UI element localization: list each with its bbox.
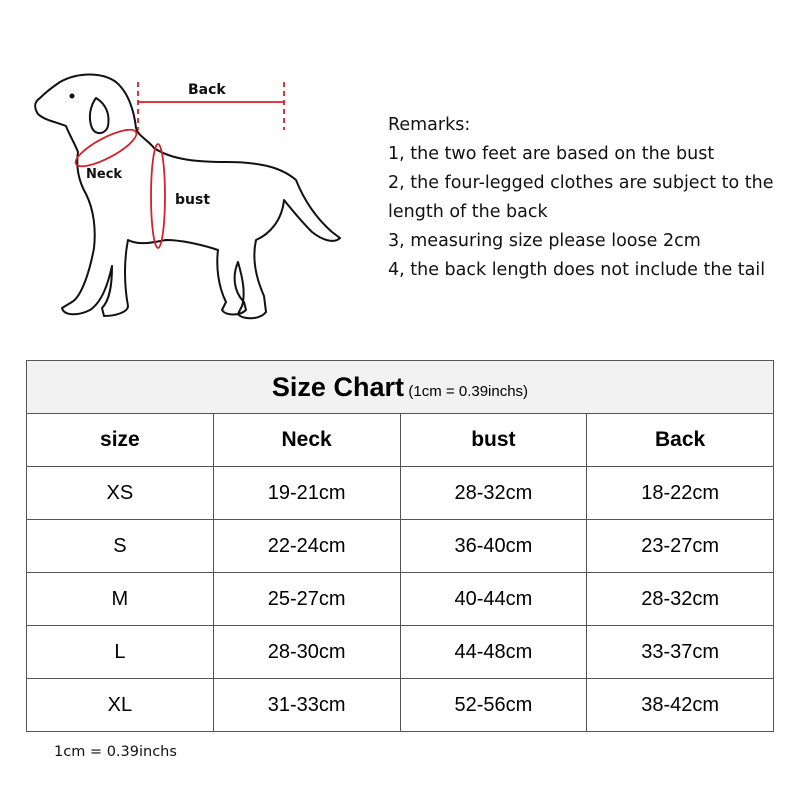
bust-cell: 28-32cm: [400, 467, 587, 520]
table-row: [27, 679, 774, 732]
remark-line: length of the back: [388, 202, 548, 222]
remark-line: 3, measuring size please loose 2cm: [388, 231, 701, 251]
neck-cell: 31-33cm: [213, 679, 400, 732]
neck-label: Neck: [86, 167, 123, 182]
table-row: [27, 520, 774, 573]
conversion-footnote: 1cm = 0.39inchs: [54, 744, 177, 760]
neck-cell: 25-27cm: [213, 573, 400, 626]
bust-measure-ring: [151, 144, 165, 248]
measurement-lines: [71, 82, 284, 248]
table-row: [27, 626, 774, 679]
dog-measurement-diagram: [20, 70, 360, 350]
size-cell: S: [27, 520, 214, 573]
bust-cell: 36-40cm: [400, 520, 587, 573]
remark-line: 1, the two feet are based on the bust: [388, 144, 715, 164]
column-header-size: size: [27, 414, 214, 467]
column-header-bust: bust: [400, 414, 587, 467]
size-cell: XL: [27, 679, 214, 732]
table-row: [27, 467, 774, 520]
remark-line: 2, the four-legged clothes are subject to the: [388, 173, 774, 193]
back-label: Back: [188, 82, 226, 98]
bust-label: bust: [175, 192, 211, 208]
back-cell: 33-37cm: [587, 626, 774, 679]
neck-cell: 28-30cm: [213, 626, 400, 679]
back-cell: 38-42cm: [587, 679, 774, 732]
bust-cell: 52-56cm: [400, 679, 587, 732]
neck-cell: 22-24cm: [213, 520, 400, 573]
size-chart-table: [26, 360, 774, 732]
bust-cell: 40-44cm: [400, 573, 587, 626]
remarks-heading: Remarks:: [388, 115, 471, 135]
back-cell: 23-27cm: [587, 520, 774, 573]
table-row: [27, 573, 774, 626]
size-chart-conversion-note: (1cm = 0.39inchs): [408, 382, 529, 400]
remark-line: 4, the back length does not include the tail: [388, 260, 766, 280]
column-header-back: Back: [587, 414, 774, 467]
neck-cell: 19-21cm: [213, 467, 400, 520]
size-chart-title: Size Chart: [271, 371, 404, 402]
size-cell: L: [27, 626, 214, 679]
size-cell: XS: [27, 467, 214, 520]
size-chart-title-cell: [27, 361, 774, 414]
back-cell: 18-22cm: [587, 467, 774, 520]
column-header-neck: Neck: [213, 414, 400, 467]
remarks-block: [388, 111, 788, 285]
back-cell: 28-32cm: [587, 573, 774, 626]
size-chart-title-row: [27, 361, 774, 414]
size-cell: M: [27, 573, 214, 626]
bust-cell: 44-48cm: [400, 626, 587, 679]
size-chart-header-row: [27, 414, 774, 467]
dog-eye: [70, 94, 75, 99]
dog-ear: [90, 98, 109, 133]
